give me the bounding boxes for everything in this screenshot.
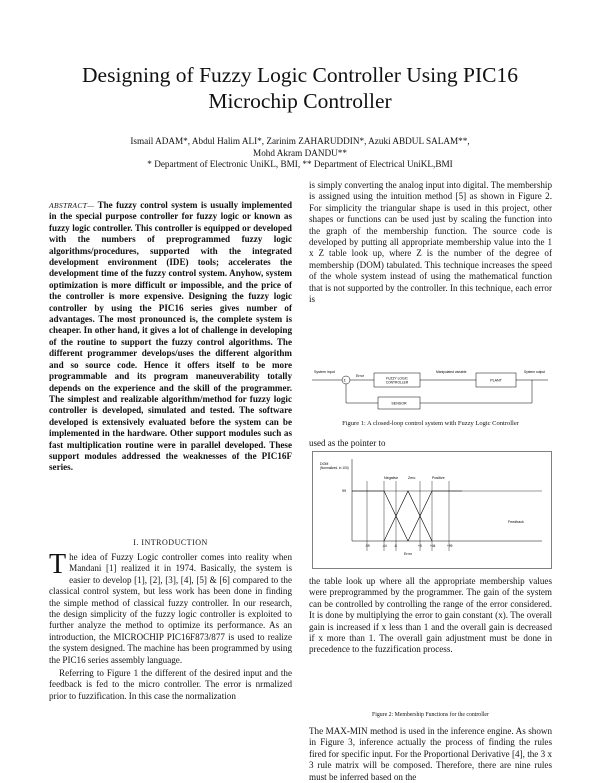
abstract-body: The fuzzy control system is usually implemented in the special purpose controller for fuzzy logic or known as fuzzy logic controller. This controller is equipped or developed with the numbers of preprogrammed fuzzy logic algorithms/procedures, supported with the integrated development environment (IDE) tools; accelerates the development time of the fuzzy control system. Anyhow, system optimization is more difficult or impossible, and the price of the controller is more expensive. Designing the fuzzy logic controller by using the PIC16 series gives number of advantages. The most pronounced is, the complete system is cheaper. In other hand, it gives a lot of challenge in developing of the routine to support the fuzzy control algorithms. The different programmer develops/uses the different algorithm and so source code. Hence it offers itself to be more programmable and its program maneuverability totally depends on the experience and the skill of the programmer. The simplest and realizable algorithm/method for fuzzy logic controller is developed, simulated and tested. The software developed is extensively evaluated before the system can be implemented in the hardware. Other support modules such as fast multiplication routine were in parallel developed. These support modules addressed the weaknesses of the PIC16F series. xyxy=(49,200,293,473)
fig1-system-output: System output xyxy=(524,370,546,374)
figure-2-preceding-text: used as the pointer to xyxy=(309,438,386,448)
fig2-y-tick: 99 xyxy=(342,489,346,493)
affiliations: * Department of Electronic UniKL, BMI, ** Department of Electrical UniKL,BMI xyxy=(147,159,453,169)
right-column-middle-text: the table look up where all the appropriate membership values were preprogrammed by the programmer. The gain of the system can be controlled by controlling the range of the error considered. It is done by multiplying the error to gain constant (x). The overall gain is increased if x less than 1 and the overall gain is decreased if x more than 1. The overall gain adjustment must be done in precedence to the fuzzification process. xyxy=(309,576,552,655)
fig2-set-negative: Negative xyxy=(384,476,399,480)
figure-1-caption: Figure 1: A closed-loop control system with Fuzzy Logic Controller xyxy=(342,420,519,427)
figure-2-caption: Figure 2: Membership Functions for the controller xyxy=(372,712,489,718)
fig1-sensor-label: SENSOR xyxy=(391,401,407,406)
fig1-flc-label: FUZZY LOGIC xyxy=(386,376,408,381)
fig2-positive-set xyxy=(408,491,462,541)
fig2-set-positive: Positive xyxy=(432,476,445,480)
figure-1-block-diagram xyxy=(312,368,548,414)
fig1-error-label: Error xyxy=(356,374,364,378)
fig2-x-tick-2: -44 xyxy=(382,544,387,548)
abstract-lead: ABSTRACT— xyxy=(49,201,95,210)
fig1-flc-label-2: CONTROLLER xyxy=(385,380,409,385)
fig2-xlabel: Error xyxy=(404,552,412,556)
intro-paragraph-1 xyxy=(49,549,292,666)
section-heading-introduction: I. INTRODUCTION xyxy=(133,538,208,547)
authors-line-2: Mohd Akram DANDU** xyxy=(253,147,347,158)
authors-line-1: Ismail ADAM*, Abdul Halim ALI*, Zarinim ZAHARUDDIN*, Azuki ABDUL SALAM**, xyxy=(130,136,470,146)
fig2-zero-set xyxy=(384,491,432,541)
fig2-x-tick-4: +8 xyxy=(418,544,422,548)
intro-paragraph-1-text: he idea of Fuzzy Logic controller comes into reality when Mandani [1] realized it in 1974. Basically, the system is easier to develop [1], [2], [3], [4], [5] & [6] compared to the classical control system, but less work has been done in finding the simple method of classical fuzzy controller. In our research, the design simplicity of the fuzzy logic controller is exploited to further analyze the method to optimize its performance. As an introduction, the MICROCHIP PIC16F873/877 is used to realize the system designed. The machine has been programmed by using the PIC16 series assembly language. xyxy=(49,552,292,665)
introduction-text xyxy=(49,549,292,702)
right-column-top-text: is simply converting the analog input into digital. The membership is assigned using the intuition method [5] as shown in Figure 2. For simplicity the triangular shape is used in this project, other shapes or functions can be used just by scaling the function into the graph of the membership function. The source code is developed by putting all appropriate membership value into the 1 x Z table look up, where Z is the number of the degree of membership (DOM) tabulated. This technique increases the speed of the whole system instead of using the mathematical function that is not supported by the controller. In this technique, each error is xyxy=(309,180,552,305)
fig2-negative-set xyxy=(352,491,408,541)
intro-paragraph-2: Referring to Figure 1 the different of the desired input and the feedback is fed to the micro controller. The error is nrmalized prior to fuzzification. In this case the normalization xyxy=(49,668,292,701)
fig2-x-tick-6: +99 xyxy=(447,544,453,548)
right-column-bottom-text: The MAX-MIN method is used in the inference engine. As shown in Figure 3, inference actually the process of finding the rules fired for specific input. For the Proportional Derivative [4], the 3 x 3 rule matrix will be composed. Therefore, there are nine rules must be inferred based on the xyxy=(309,726,552,782)
drop-cap: T xyxy=(49,549,67,580)
fig1-plant-label: PLANT xyxy=(490,378,502,383)
fig2-x-tick-3: -8 xyxy=(394,544,397,548)
fig1-sum-sign: Σ xyxy=(343,377,346,383)
fig2-x-tick-1: -99 xyxy=(365,544,370,548)
fig2-x-tick-5: +44 xyxy=(430,544,436,548)
fig2-set-zero: Zero xyxy=(408,476,416,480)
abstract xyxy=(49,200,292,474)
fig1-system-input: System input xyxy=(314,370,335,374)
paper-title: Designing of Fuzzy Logic Controller Using PIC16 Microchip Controller xyxy=(82,63,518,113)
figure-2-membership-chart xyxy=(312,451,552,569)
fig2-ylabel: DOM xyxy=(320,462,329,466)
fig2-feedback-label: Feedback xyxy=(508,520,524,524)
fig2-ylabel-2: (Normalized, in 100) xyxy=(320,466,349,470)
author-block xyxy=(40,136,560,171)
fig1-manip-label: Manipulated variable xyxy=(436,370,467,374)
